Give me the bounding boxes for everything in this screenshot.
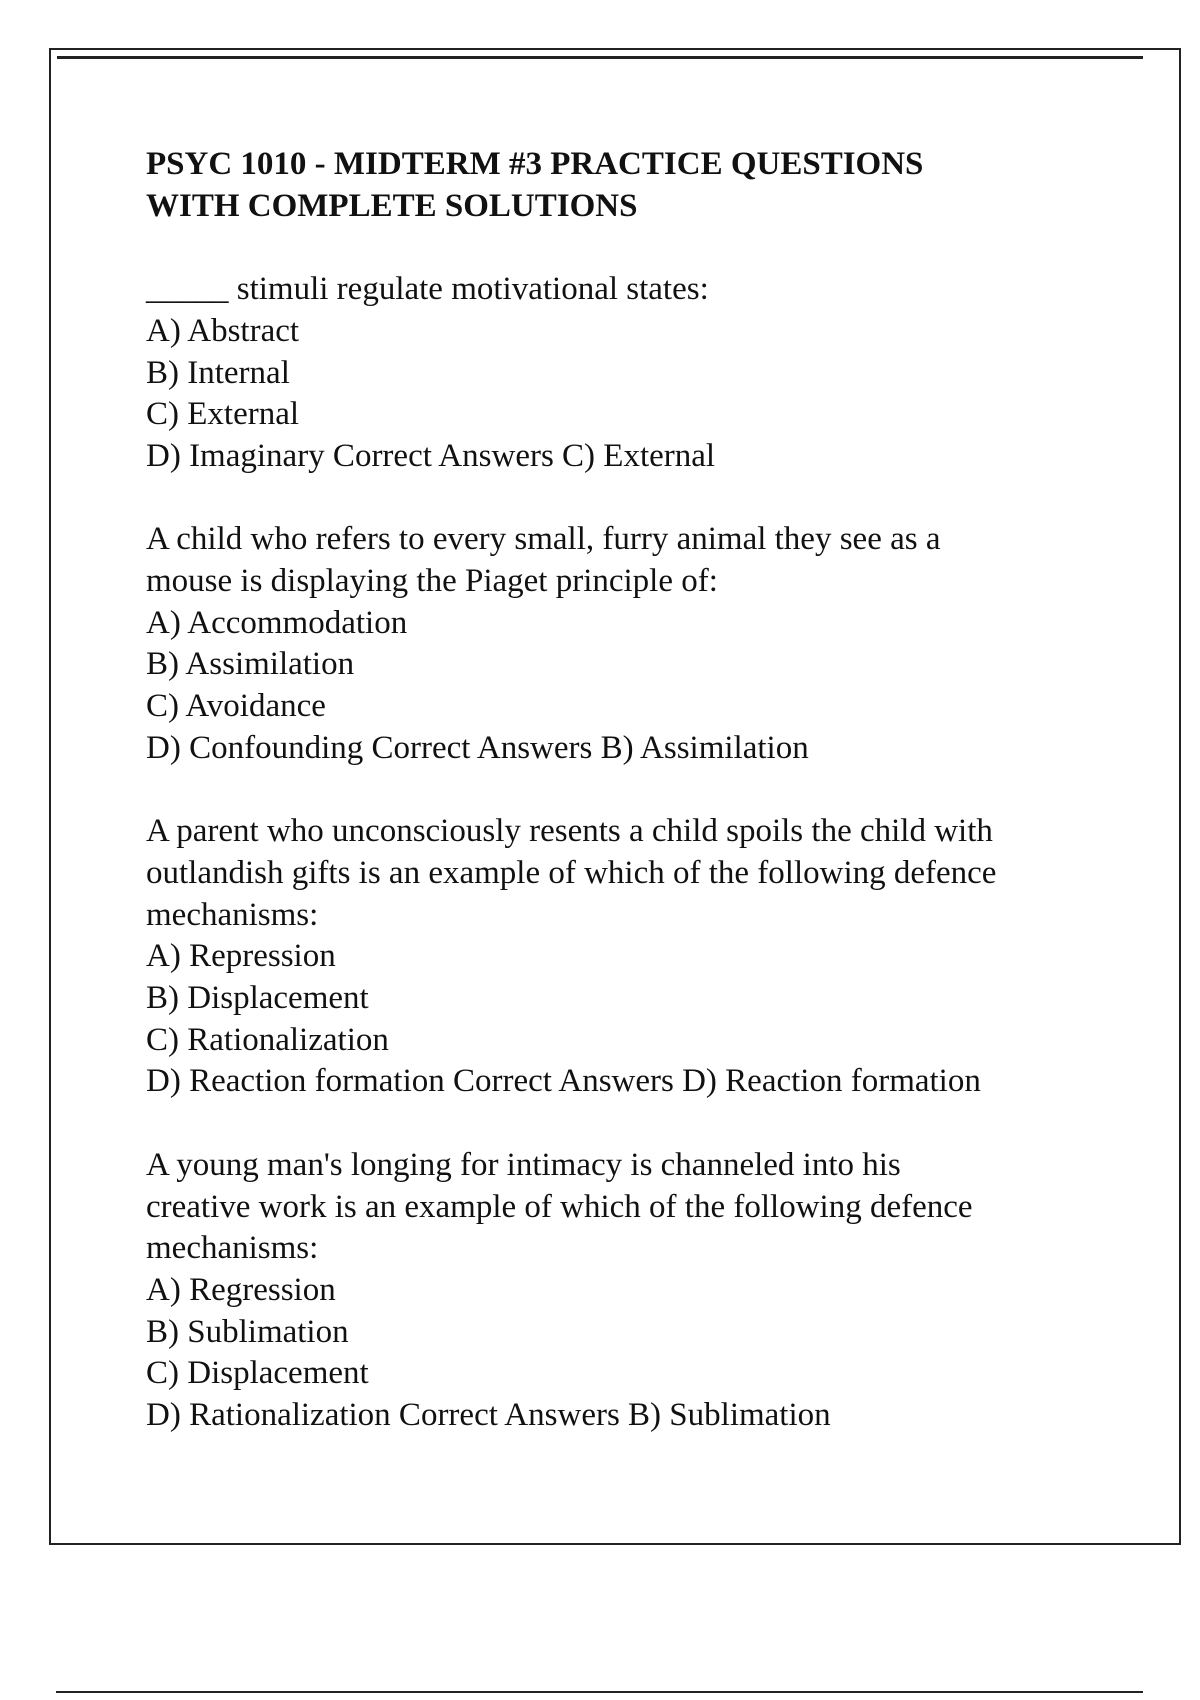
answer-option: A) Repression [146,938,336,975]
answer-option: D) Reaction formation Correct Answers D) Reaction formation [146,1063,981,1100]
question-block [146,519,1146,769]
answer-option: D) Confounding Correct Answers B) Assimilation [146,729,809,766]
question-block [146,811,1146,1103]
question-text: mouse is displaying the Piaget principle of: [146,563,718,599]
answer-option: B) Sublimation [146,1313,349,1350]
title-line: PSYC 1010 - MIDTERM #3 PRACTICE QUESTIONS [146,146,924,182]
answer-option: A) Accommodation [146,604,408,641]
answer-option: A) Regression [146,1271,336,1308]
answer-option: C) Avoidance [146,688,326,725]
answer-option: C) Rationalization [146,1021,389,1058]
answer-option: B) Assimilation [146,646,355,683]
question-block [146,269,1146,478]
header-rule [57,56,1143,59]
title-line: WITH COMPLETE SOLUTIONS [146,187,638,224]
document-body [146,144,1146,1478]
answer-option: C) External [146,396,300,433]
question-text: _____ stimuli regulate motivational states: [146,271,709,308]
question-text: A parent who unconsciously resents a child spoils the child with [146,813,993,850]
question-text: mechanisms: [146,896,319,933]
document-title [146,144,1146,227]
question-text: A young man's longing for intimacy is channeled into his [146,1146,901,1183]
question-text: outlandish gifts is an example of which of the following defence [146,854,997,891]
answer-option: B) Internal [146,354,290,391]
question-text: creative work is an example of which of the following defence [146,1188,973,1225]
question-text: mechanisms: [146,1230,319,1267]
question-list [146,269,1146,1437]
answer-option: A) Abstract [146,312,300,349]
footer-rule [56,1691,1143,1693]
question-text: A child who refers to every small, furry animal they see as a [146,521,941,558]
question-block [146,1145,1146,1437]
answer-option: D) Rationalization Correct Answers B) Sublimation [146,1397,831,1434]
answer-option: D) Imaginary Correct Answers C) External [146,437,716,474]
answer-option: C) Displacement [146,1355,369,1392]
answer-option: B) Displacement [146,980,369,1017]
